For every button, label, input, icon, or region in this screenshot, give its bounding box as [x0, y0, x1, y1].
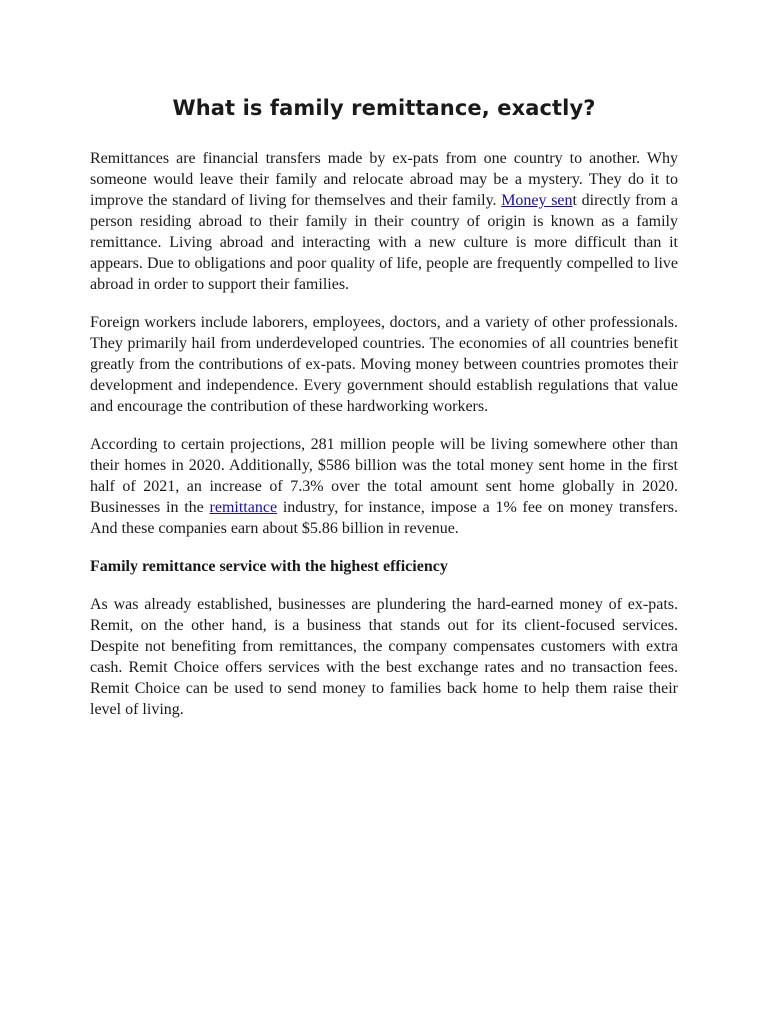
paragraph-3-text-after: industry, for instance, impose a 1% fee on money transfers. And these companies earn about $5.86 billion in revenue.: [90, 499, 679, 537]
document-page: [90, 94, 678, 737]
page-title: What is family remittance, exactly?: [172, 96, 596, 120]
paragraph-2: Foreign workers include laborers, employees, doctors, and a variety of other professionals. They primarily hail from underdeveloped countries. The economies of all countries benefit greatly from the contributions of ex-pats. Moving money between countries promotes their development and independence. Every government should establish regulations that value and encourage the contribution of these hardworking workers.: [90, 314, 678, 415]
paragraph-1: [90, 148, 678, 295]
remittance-link[interactable]: remittance: [209, 499, 278, 516]
paragraph-4: As was already established, businesses are plundering the hard-earned money of ex-pats. Remit, on the other hand, is a business that stands out for its client-focused services. Despite not benefiting from remittances, the company compensates customers with extra cash. Remit Choice offers services with the best exchange rates and no transaction fees. Remit Choice can be used to send money to families back home to help them raise their level of living.: [90, 596, 678, 718]
paragraph-1-text-after: t directly from a person residing abroad to their family in their country of origin is known as a family remittance. Living abroad and interacting with a new culture is more difficult than it appears. Due to obligations and poor quality of life, people are frequently compelled to live abroad in order to support their families.: [90, 192, 678, 293]
section-subheading: Family remittance service with the highest efficiency: [90, 558, 448, 575]
paragraph-1-text-before: Remittances are financial transfers made by ex-pats from one country to another. Why someone would leave their family and relocate abroad may be a mystery. They do it to improve the standard of living for themselves and their family.: [90, 150, 678, 209]
paragraph-3: [90, 434, 678, 539]
money-sent-link[interactable]: Money sen: [501, 192, 573, 209]
paragraph-3-text-before: According to certain projections, 281 million people will be living somewhere other than their homes in 2020. Additionally, $586 billion was the total money sent home in the first half of 2021, an increase of 7.3% over the total amount sent home globally in 2020. Businesses in the: [90, 436, 678, 516]
